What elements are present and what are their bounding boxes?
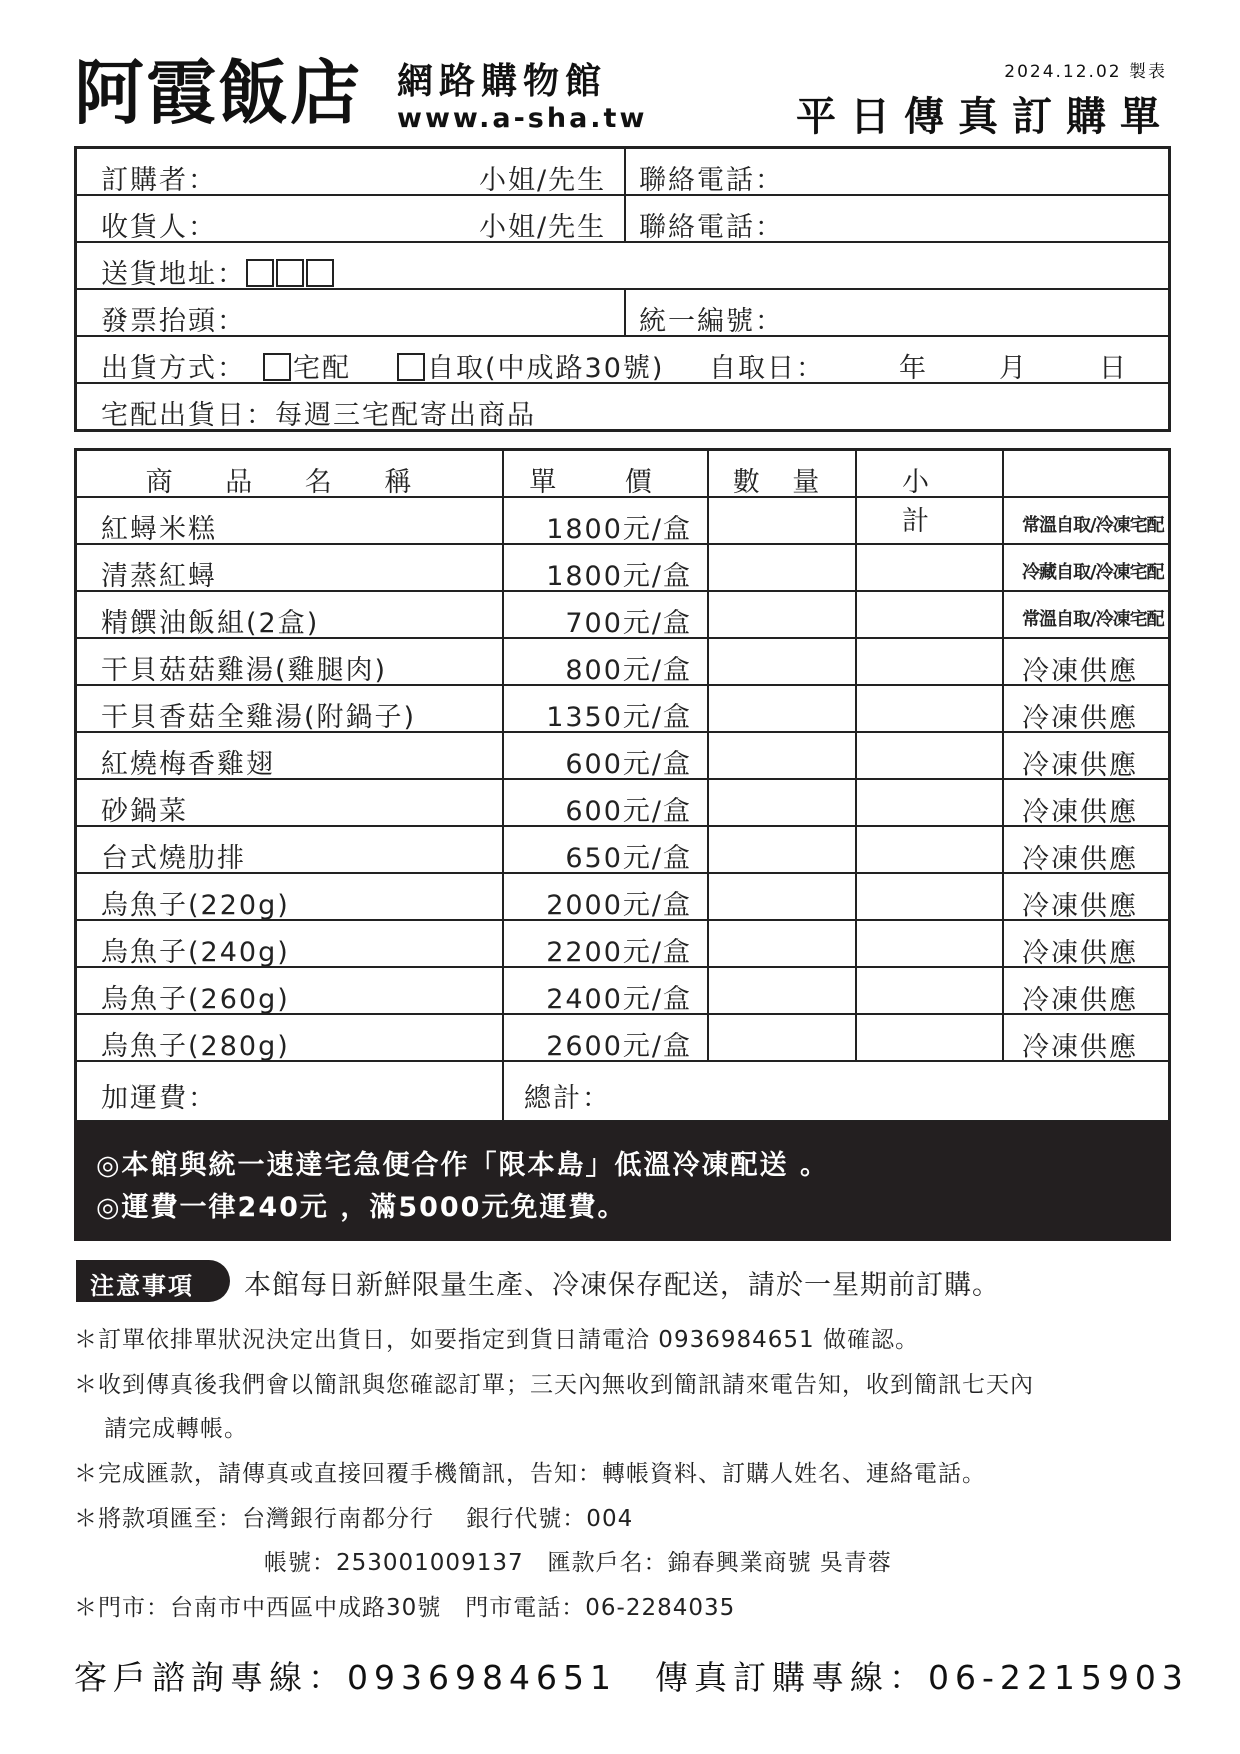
- subtotal-cell[interactable]: [857, 686, 1004, 731]
- checkbox-icon[interactable]: [263, 353, 291, 381]
- header-product-name: 商 品 名 稱: [77, 451, 504, 496]
- divider: [624, 290, 626, 335]
- table-row: [77, 1015, 1168, 1062]
- subtotal-cell[interactable]: [857, 1015, 1004, 1060]
- delivery-day-row: [77, 384, 1168, 431]
- product-table: [74, 448, 1171, 1123]
- orderer-title-choice[interactable]: 小姐/先生: [479, 165, 607, 196]
- product-name: 烏魚子(280g): [77, 1015, 504, 1060]
- product-price: 1350元/盒: [504, 686, 709, 731]
- table-row: [77, 827, 1168, 874]
- quantity-cell[interactable]: [709, 921, 857, 966]
- receiver-title-choice[interactable]: 小姐/先生: [479, 212, 607, 243]
- product-name: 紅燒梅香雞翅: [77, 733, 504, 778]
- product-name: 干貝菇菇雞湯(雞腿肉): [77, 639, 504, 684]
- subtotal-cell[interactable]: [857, 827, 1004, 872]
- table-row: [77, 639, 1168, 686]
- quantity-cell[interactable]: [709, 733, 857, 778]
- delivery-option-label: 宅配: [293, 353, 351, 384]
- product-price: 1800元/盒: [504, 545, 709, 590]
- note-item: 請完成轉帳。: [104, 1416, 248, 1442]
- note-item: 帳號：253001009137 匯款戶名：錦春興業商號 吳青蓉: [264, 1550, 892, 1576]
- shipping-label: 出貨方式：: [101, 353, 246, 384]
- pickup-date-label: 自取日：: [709, 353, 825, 384]
- product-note: 冷凍供應: [1022, 891, 1138, 922]
- product-note: 冷凍供應: [1022, 703, 1138, 734]
- address-label: 送貨地址：: [101, 259, 246, 290]
- product-name: 砂鍋菜: [77, 780, 504, 825]
- product-price: 600元/盒: [504, 733, 709, 778]
- product-price: 800元/盒: [504, 639, 709, 684]
- product-name: 台式燒肋排: [77, 827, 504, 872]
- subtotal-cell[interactable]: [857, 780, 1004, 825]
- orderer-label: 訂購者：: [101, 165, 217, 196]
- product-note: 冷凍供應: [1022, 797, 1138, 828]
- delivery-day-text: 宅配出貨日：每週三宅配寄出商品: [101, 400, 536, 431]
- product-name: 干貝香菇全雞湯(附鍋子): [77, 686, 504, 731]
- quantity-cell[interactable]: [709, 874, 857, 919]
- quantity-cell[interactable]: [709, 639, 857, 684]
- subtotal-cell[interactable]: [857, 968, 1004, 1013]
- delivery-checkbox[interactable]: [263, 346, 351, 385]
- header-unit-price: 單 價: [504, 451, 709, 496]
- notes-headline: 本館每日新鮮限量生產、冷凍保存配送，請於一星期前訂購。: [244, 1270, 1000, 1301]
- product-note: 常溫自取/冷凍宅配: [1022, 609, 1164, 630]
- form-title: 平日傳真訂購單: [796, 93, 1174, 140]
- postcode-box[interactable]: [276, 259, 304, 287]
- month-label: 月: [999, 353, 1028, 384]
- product-name: 烏魚子(220g): [77, 874, 504, 919]
- notice-line: ◎本館與統一速達宅急便合作「限本島」低溫冷凍配送 。: [96, 1150, 829, 1181]
- subtotal-cell[interactable]: [857, 545, 1004, 590]
- product-note: 冷凍供應: [1022, 844, 1138, 875]
- note-item: ＊完成匯款，請傳真或直接回覆手機簡訊，告知：轉帳資料、訂購人姓名、連絡電話。: [74, 1461, 986, 1487]
- invoice-row: [77, 290, 1168, 337]
- table-row: [77, 968, 1168, 1015]
- table-row: [77, 686, 1168, 733]
- invoice-label: 發票抬頭：: [101, 306, 246, 337]
- shipping-fee-label[interactable]: 加運費：: [77, 1062, 504, 1120]
- product-note: 冷凍供應: [1022, 1032, 1138, 1063]
- day-label: 日: [1099, 353, 1128, 384]
- brand-logo: 阿霞飯店: [74, 51, 362, 134]
- subtotal-cell[interactable]: [857, 921, 1004, 966]
- checkbox-icon[interactable]: [397, 353, 425, 381]
- quantity-cell[interactable]: [709, 968, 857, 1013]
- footer-contact: [74, 1652, 1189, 1699]
- product-price: 2000元/盒: [504, 874, 709, 919]
- fax-text[interactable]: 傳真訂購專線：06-2215903: [654, 1658, 1189, 1697]
- product-name: 精饌油飯組(2盒): [77, 592, 504, 637]
- note-item: ＊訂單依排單狀況決定出貨日，如要指定到貨日請電洽 0936984651 做確認。: [74, 1327, 919, 1353]
- receiver-phone-label: 聯絡電話：: [639, 212, 784, 243]
- product-name: 清蒸紅蟳: [77, 545, 504, 590]
- year-label: 年: [899, 353, 928, 384]
- orderer-row: [77, 149, 1168, 196]
- product-name: 紅蟳米糕: [77, 498, 504, 543]
- quantity-cell[interactable]: [709, 1015, 857, 1060]
- table-row: [77, 874, 1168, 921]
- hotline-text[interactable]: 客戶諮詢專線：0936984651: [74, 1658, 617, 1697]
- product-note: 冷凍供應: [1022, 750, 1138, 781]
- issue-date: 2024.12.02 製表: [1004, 62, 1167, 82]
- product-name: 烏魚子(260g): [77, 968, 504, 1013]
- product-price: 600元/盒: [504, 780, 709, 825]
- product-price: 700元/盒: [504, 592, 709, 637]
- product-price: 2200元/盒: [504, 921, 709, 966]
- divider: [624, 149, 626, 194]
- quantity-cell[interactable]: [709, 780, 857, 825]
- notes-badge: 注意事項: [76, 1260, 230, 1302]
- product-note: 冷凍供應: [1022, 938, 1138, 969]
- table-row: [77, 592, 1168, 639]
- quantity-cell[interactable]: [709, 686, 857, 731]
- total-row: [77, 1062, 1168, 1120]
- product-note: 冷藏自取/冷凍宅配: [1022, 562, 1164, 583]
- tax-id-label: 統一編號：: [639, 306, 784, 337]
- orderer-phone-label: 聯絡電話：: [639, 165, 784, 196]
- subtotal-cell[interactable]: [857, 874, 1004, 919]
- product-price: 650元/盒: [504, 827, 709, 872]
- table-row: [77, 545, 1168, 592]
- subtotal-cell[interactable]: [857, 592, 1004, 637]
- receiver-label: 收貨人：: [101, 212, 217, 243]
- quantity-cell[interactable]: [709, 827, 857, 872]
- product-note: 冷凍供應: [1022, 656, 1138, 687]
- quantity-cell[interactable]: [709, 592, 857, 637]
- subtotal-cell[interactable]: [857, 498, 1004, 543]
- product-price: 1800元/盒: [504, 498, 709, 543]
- grand-total-label[interactable]: 總計：: [524, 1083, 611, 1114]
- table-row: [77, 780, 1168, 827]
- address-row: [77, 243, 1168, 290]
- pickup-checkbox[interactable]: [397, 346, 664, 385]
- note-item: ＊將款項匯至：台灣銀行南都分行 銀行代號：004: [74, 1506, 634, 1532]
- pickup-option-label: 自取(中成路30號): [427, 353, 665, 384]
- postcode-box[interactable]: [246, 259, 274, 287]
- divider: [624, 196, 626, 241]
- table-row: [77, 921, 1168, 968]
- postcode-box[interactable]: [306, 259, 334, 287]
- product-price: 2600元/盒: [504, 1015, 709, 1060]
- subtotal-cell[interactable]: [857, 639, 1004, 684]
- header-note: [1004, 451, 1168, 496]
- shipping-notice-bar: [74, 1121, 1171, 1241]
- product-price: 2400元/盒: [504, 968, 709, 1013]
- customer-info-box: [74, 146, 1171, 432]
- website-url[interactable]: www.a-sha.tw: [397, 103, 648, 134]
- shipping-row: [77, 337, 1168, 384]
- note-item: ＊收到傳真後我們會以簡訊與您確認訂單；三天內無收到簡訊請來電告知，收到簡訊七天內: [74, 1372, 1034, 1398]
- table-row: [77, 498, 1168, 545]
- product-note: 冷凍供應: [1022, 985, 1138, 1016]
- brand-subtitle: 網路購物館: [397, 61, 608, 102]
- header-quantity: 數 量: [709, 451, 857, 496]
- table-row: [77, 733, 1168, 780]
- header-subtotal: 小 計: [857, 451, 1004, 496]
- subtotal-cell[interactable]: [857, 733, 1004, 778]
- notice-line: ◎運費一律240元 ，滿5000元免運費。: [96, 1192, 627, 1223]
- product-note: 常溫自取/冷凍宅配: [1022, 515, 1164, 536]
- product-name: 烏魚子(240g): [77, 921, 504, 966]
- quantity-cell[interactable]: [709, 498, 857, 543]
- note-item: ＊門市：台南市中西區中成路30號 門市電話：06-2284035: [74, 1595, 736, 1621]
- receiver-row: [77, 196, 1168, 243]
- quantity-cell[interactable]: [709, 545, 857, 590]
